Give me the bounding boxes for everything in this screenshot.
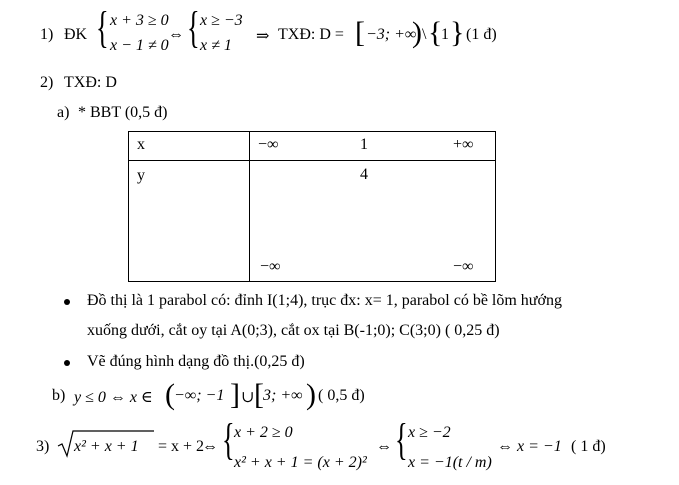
bullet-2	[64, 360, 70, 366]
y-left-neg-inf: −∞	[260, 258, 281, 275]
q2b-cup: ∪	[241, 389, 255, 406]
table-x-header	[129, 132, 250, 161]
q2b-score: ( 0,5 đ)	[318, 387, 365, 404]
q3-radicand: x² + x + 1	[74, 438, 139, 455]
q1-score: (1 đ)	[466, 26, 497, 43]
q3-rhs: = x + 2	[158, 438, 205, 455]
q2-number: 2)	[40, 74, 54, 91]
bullet-text-1-cont: xuống dưới, cắt oy tại A(0;3), cắt ox tại B(-1;0); C(3;0) ( 0,25 đ)	[87, 322, 500, 339]
q1-brace-1: {	[96, 3, 109, 52]
q1-sys2-line2: x ≠ 1	[200, 37, 232, 54]
q3-equiv-2: ⇔	[376, 438, 392, 455]
x-neg-inf: −∞	[258, 136, 279, 153]
q2a-title: * BBT (0,5 đ)	[78, 104, 168, 121]
q1-number: 1)	[40, 26, 54, 43]
table-y-header	[129, 161, 250, 282]
q1-paren-close: )	[412, 16, 422, 49]
q1-implies: ⇒	[256, 28, 270, 45]
q2b-int2: 3; +∞	[263, 387, 303, 404]
y-max: 4	[360, 166, 368, 183]
y-right-neg-inf: −∞	[453, 258, 474, 275]
q1-brace-2: {	[187, 3, 200, 52]
x-pos-inf: +∞	[453, 136, 474, 153]
q2b-bracket-open: [	[254, 378, 264, 411]
table-y-label: y	[137, 167, 145, 184]
q2b-int1: −∞; −1	[174, 387, 225, 404]
q2b-paren-open: (	[165, 378, 175, 411]
q3-sys2-line2: x = −1(t / m)	[408, 454, 492, 471]
q1-sys2-line1: x ≥ −3	[200, 12, 243, 29]
q1-txd-label: TXĐ: D =	[278, 26, 344, 43]
q1-setminus: \	[422, 26, 427, 43]
q1-excluded: 1	[441, 26, 449, 43]
x-one: 1	[360, 136, 368, 153]
q3-brace-1: {	[222, 415, 235, 464]
bullet-text-2: Vẽ đúng hình dạng đồ thị.(0,25 đ)	[87, 353, 305, 370]
table-y-values	[250, 161, 496, 282]
q2b-bracket-close: ]	[230, 378, 240, 411]
q3-equiv-1: ⇔	[202, 438, 218, 455]
q1-equiv: ⇔	[168, 26, 184, 43]
q1-sys1-line2: x − 1 ≠ 0	[110, 37, 169, 54]
q2b-paren-close: )	[306, 378, 316, 411]
q2a-label: a)	[57, 104, 70, 121]
q3-number: 3)	[36, 438, 50, 455]
q1-bracket-open: [	[355, 16, 365, 49]
q2-txd: TXĐ: D	[64, 74, 117, 91]
q1-interval: −3; +∞	[366, 26, 417, 43]
q2b-lhs: y ≤ 0 ⇔ x ∈	[74, 389, 153, 406]
q3-sys2-line1: x ≥ −2	[408, 424, 451, 441]
variation-table	[128, 131, 496, 282]
q3-score: ( 1 đ)	[571, 438, 606, 455]
q2b-label: b)	[52, 387, 66, 404]
bullet-1	[64, 299, 70, 305]
bullet-text-1: Đồ thị là 1 parabol có: đỉnh I(1;4), trục đx: x= 1, parabol có bề lõm hướng	[87, 292, 562, 309]
q3-result: ⇔ x = −1	[497, 438, 562, 455]
q3-brace-2: {	[395, 415, 408, 464]
q1-brace-open: {	[428, 16, 443, 49]
table-x-label: x	[137, 136, 145, 153]
table-x-values	[250, 132, 496, 161]
q1-brace-close: }	[450, 16, 465, 49]
q1-sys1-line1: x + 3 ≥ 0	[110, 12, 169, 29]
q1-dk-label: ĐK	[64, 26, 88, 43]
q3-sys1-line2: x² + x + 1 = (x + 2)²	[234, 454, 367, 471]
q3-sys1-line1: x + 2 ≥ 0	[234, 424, 293, 441]
